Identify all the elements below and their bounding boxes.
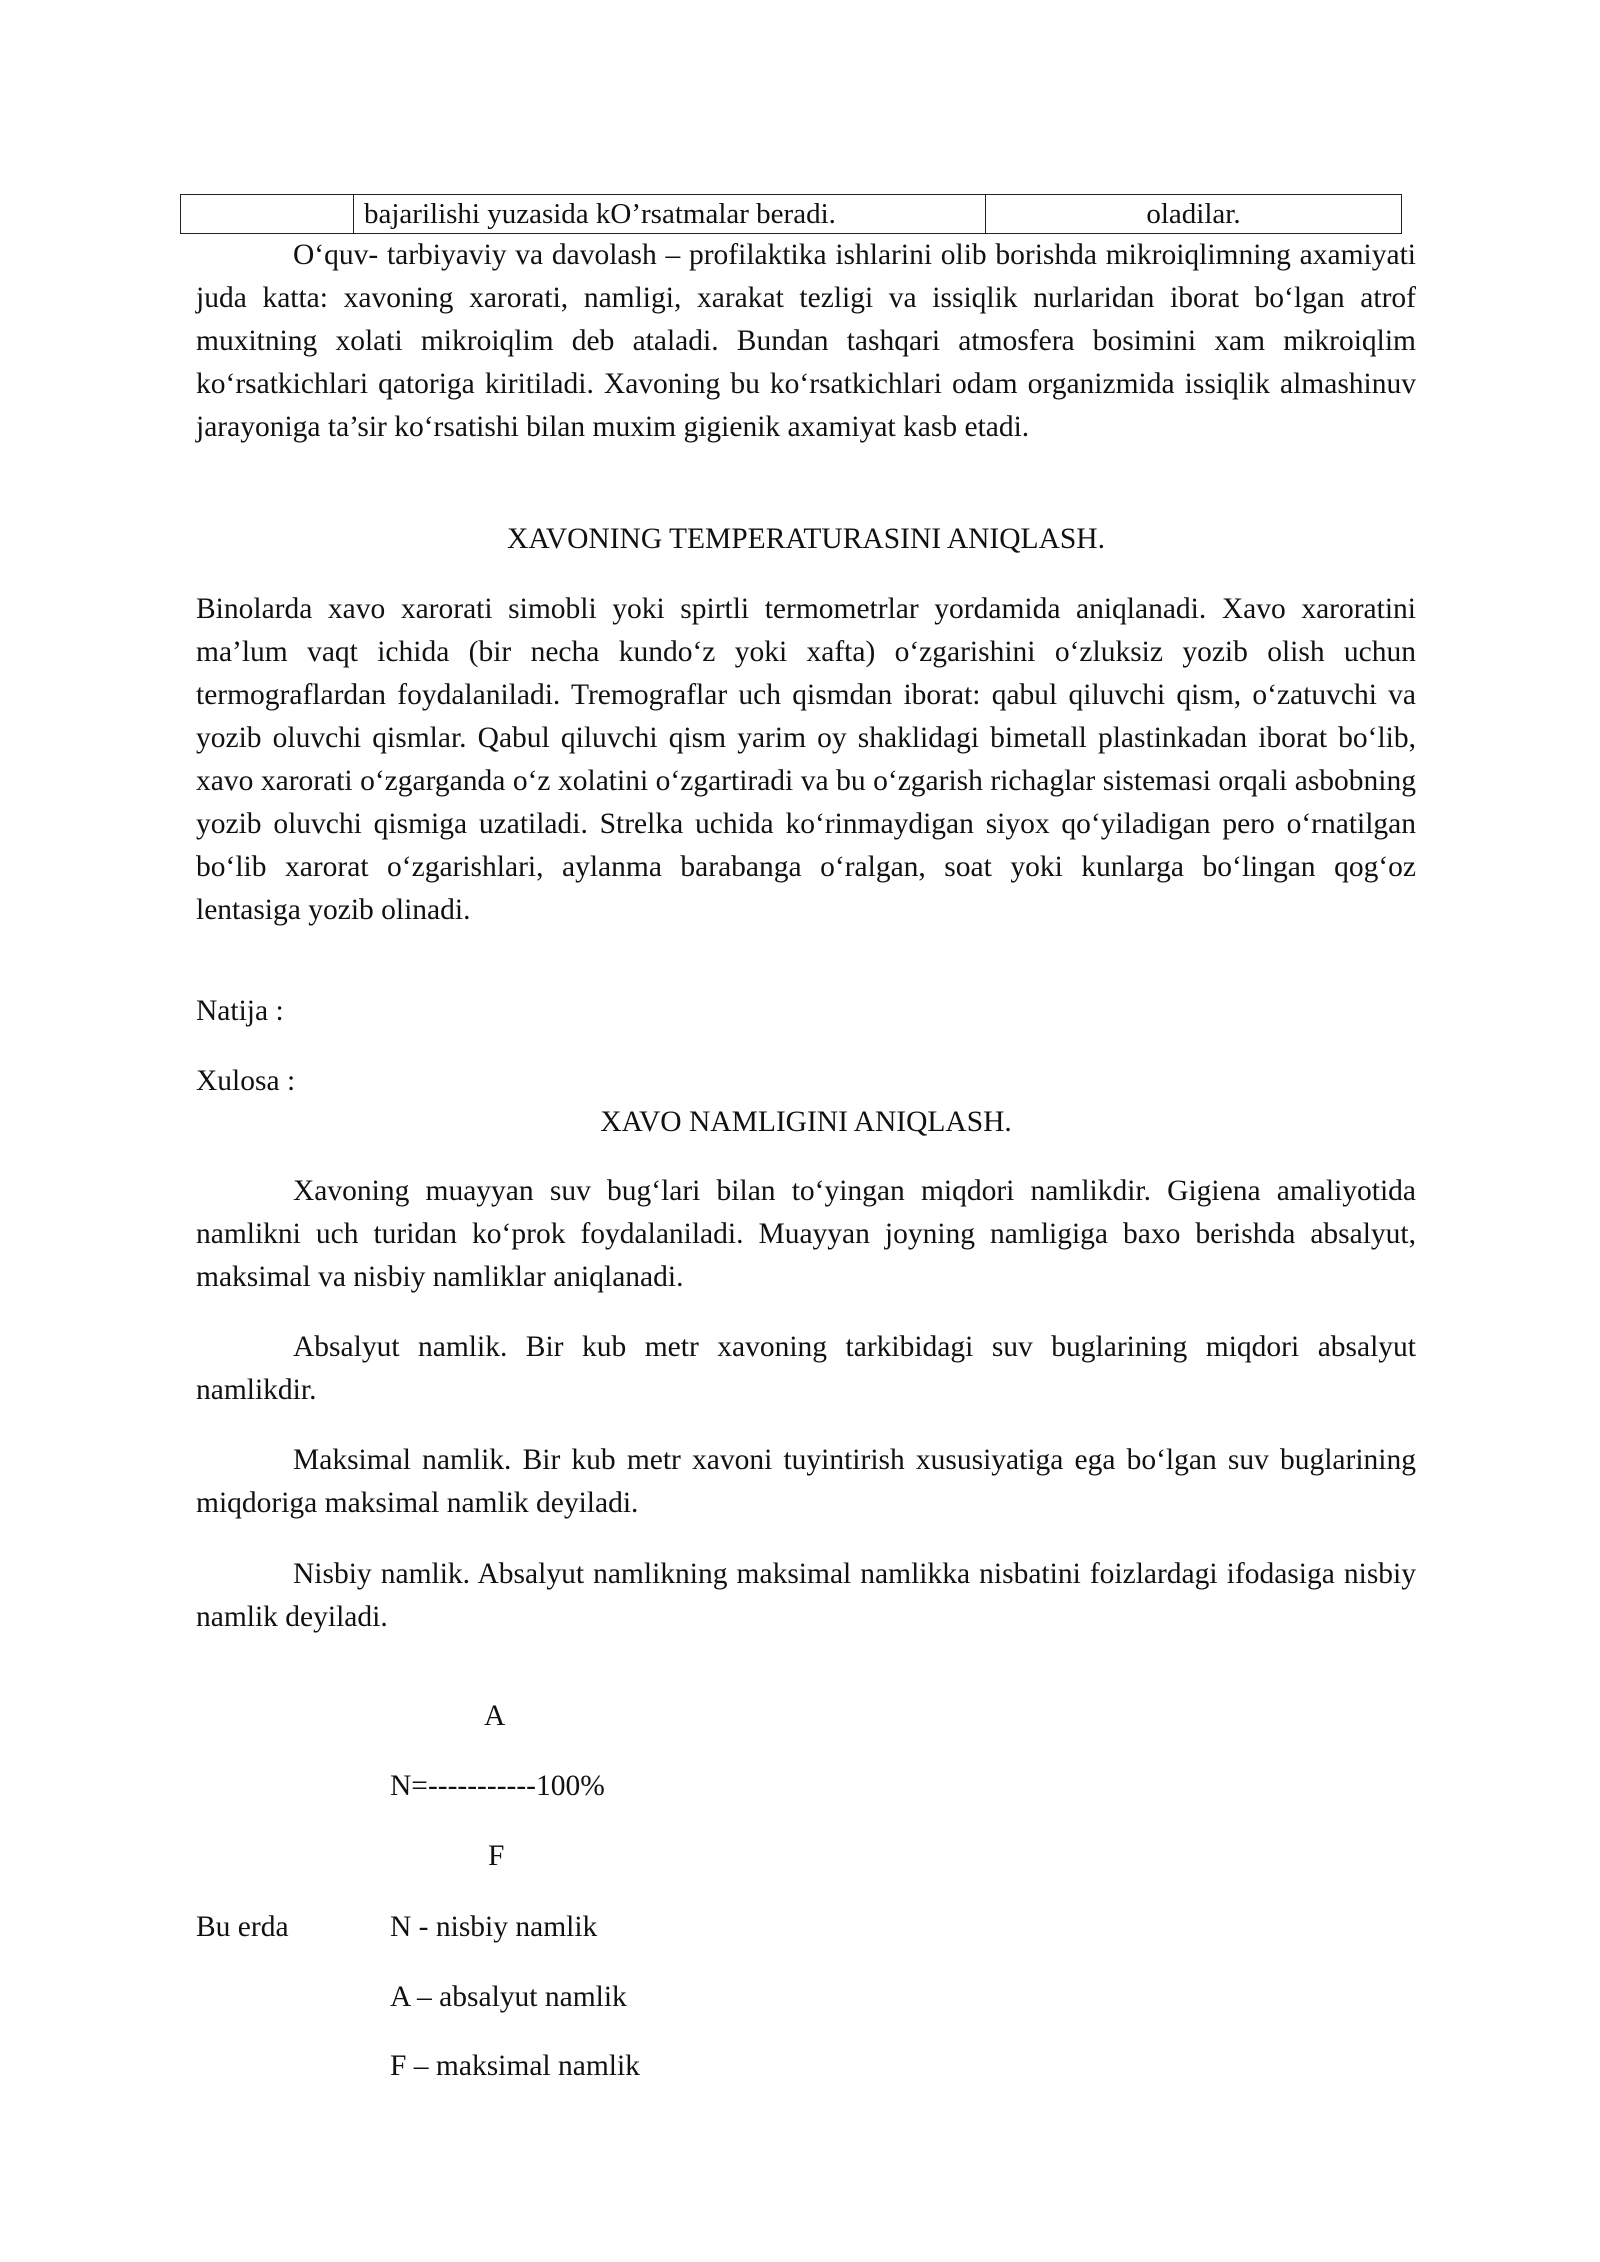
legend-item-f: F – maksimal namlik: [390, 2049, 640, 2082]
heading-temperature: XAVONING TEMPERATURASINI ANIQLASH.: [507, 523, 1105, 555]
formula-denominator: F: [488, 1839, 505, 1872]
temperature-paragraph: Binolarda xavo xarorati simobli yoki spirtli termometrlar yordamida aniqlanadi. Xavo xaroratini ma’lum vaqt ichida (bir necha kundo‘z yoki xafta) o‘zgarishini o‘zluksiz yozib olish uchun termograflardan foydalaniladi. Tremograflar uch qismdan iborat: qabul qiluvchi qism, o‘zatuvchi va yozib oluvchi qismlar. Qabul qiluvchi qism yarim oy shaklidagi bimetall plastinkadan iborat bo‘lib, xavo xarorati o‘zgarganda o‘z xolatini o‘zgartiradi va bu o‘zgarish richaglar sistemasi orqali asbobning yozib oluvchi qismiga uzatiladi. Strelka uchida ko‘rinmaydigan siyox qo‘yiladigan pero o‘rnatilgan bo‘lib xarorat o‘zgarishlari, aylanma barabanga o‘ralgan, soat yoki kunlarga bo‘lingan qog‘oz lentasiga yozib olinadi.: [196, 593, 1416, 926]
formula-numerator: A: [484, 1699, 506, 1732]
humidity-paragraph: Xavoning muayyan suv bug‘lari bilan to‘yingan miqdori namlikdir. Gigiena amaliyotida namlikni uch turidan ko‘prok foydalaniladi. Muayyan joyning namligiga baxo berishda absalyut, maksimal va nisbiy namliklar aniqlanadi.: [196, 1175, 1416, 1293]
legend-item-n: N - nisbiy namlik: [390, 1910, 598, 1943]
table-cell-empty: [181, 195, 354, 234]
table-cell-instructions: bajarilishi yuzasida kO’rsatmalar beradi.: [354, 195, 986, 234]
xulosa-label: Xulosa :: [196, 1064, 296, 1097]
formula-main: N=-----------100%: [390, 1769, 605, 1802]
legend-intro: Bu erda: [196, 1910, 289, 1943]
heading-humidity: XAVO NAMLIGINI ANIQLASH.: [600, 1106, 1012, 1138]
natija-label: Natija :: [196, 994, 284, 1027]
legend-item-a: A – absalyut namlik: [390, 1980, 627, 2013]
maximal-humidity-paragraph: Maksimal namlik. Bir kub metr xavoni tuyintirish xususiyatiga ega bo‘lgan suv buglarining miqdoriga maksimal namlik deyiladi.: [196, 1444, 1416, 1519]
absolute-humidity-paragraph: Absalyut namlik. Bir kub metr xavoning tarkibidagi suv buglarining miqdori absalyut namlikdir.: [196, 1331, 1416, 1406]
table-row: [181, 195, 1402, 234]
relative-humidity-paragraph: Nisbiy namlik. Absalyut namlikning maksimal namlikka nisbatini foizlardagi ifodasiga nisbiy namlik deyiladi.: [196, 1558, 1416, 1633]
table-cell-result: oladilar.: [986, 195, 1402, 234]
intro-paragraph: O‘quv- tarbiyaviy va davolash – profilaktika ishlarini olib borishda mikroiqlimning axamiyati juda katta: xavoning xarorati, namligi, xarakat tezligi va issiqlik nurlaridan iborat bo‘lgan atrof muxitning xolati mikroiqlim deb ataladi. Bundan tashqari atmosfera bosimini xam mikroiqlim ko‘rsatkichlari qatoriga kiritiladi. Xavoning bu ko‘rsatkichlari odam organizmida issiqlik almashinuv jarayoniga ta’sir ko‘rsatishi bilan muxim gigienik axamiyat kasb etadi.: [196, 239, 1416, 443]
table-fragment: [180, 194, 1402, 234]
